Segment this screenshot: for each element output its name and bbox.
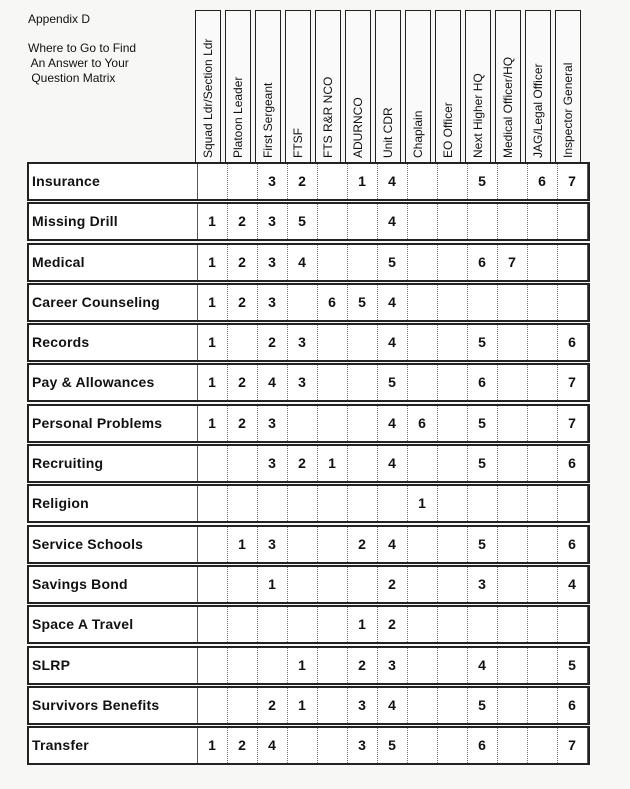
matrix-cell: 6: [478, 253, 486, 270]
matrix-cell: 4: [268, 737, 276, 754]
column-header-label: Inspector General: [561, 62, 575, 158]
cell-divider: [557, 486, 558, 521]
matrix-cell: 3: [268, 535, 276, 552]
matrix-cell: 6: [328, 293, 336, 310]
cell-divider: [557, 245, 558, 280]
matrix-cell: 3: [268, 213, 276, 230]
cell-divider: [197, 527, 198, 562]
matrix-cell: 3: [298, 334, 306, 351]
matrix-row: [27, 525, 590, 564]
matrix-row: [27, 565, 590, 604]
cell-divider: [317, 648, 318, 683]
cell-divider: [407, 446, 408, 481]
row-label: Savings Bond: [32, 575, 128, 592]
matrix-cell: 5: [568, 656, 576, 673]
cell-divider: [587, 688, 588, 723]
cell-divider: [437, 204, 438, 239]
cell-divider: [497, 406, 498, 441]
matrix-cell: 2: [268, 696, 276, 713]
cell-divider: [347, 406, 348, 441]
matrix-cell: 3: [478, 575, 486, 592]
cell-divider: [497, 325, 498, 360]
matrix-cell: 7: [568, 414, 576, 431]
cell-divider: [497, 204, 498, 239]
matrix-cell: 5: [388, 737, 396, 754]
cell-divider: [587, 365, 588, 400]
column-header-label: Next Higher HQ: [471, 73, 485, 158]
cell-divider: [227, 325, 228, 360]
column-header-label: Platoon Leader: [231, 76, 245, 158]
matrix-row: [27, 162, 590, 201]
matrix-cell: 6: [568, 334, 576, 351]
matrix-cell: 2: [358, 535, 366, 552]
matrix-cell: 6: [568, 696, 576, 713]
matrix-title-line-2: An Answer to Your: [28, 56, 129, 70]
page-header: [28, 12, 136, 86]
row-label: Missing Drill: [32, 213, 118, 230]
cell-divider: [407, 607, 408, 642]
column-header-7: [405, 10, 431, 162]
column-header-label: Unit CDR: [381, 107, 395, 158]
matrix-cell: 5: [298, 213, 306, 230]
cell-divider: [497, 446, 498, 481]
cell-divider: [227, 688, 228, 723]
matrix-cell: 4: [298, 253, 306, 270]
cell-divider: [347, 245, 348, 280]
row-label: Space A Travel: [32, 616, 134, 633]
matrix-cell: 3: [268, 414, 276, 431]
cell-divider: [407, 567, 408, 602]
matrix-cell: 1: [238, 535, 246, 552]
cell-divider: [407, 164, 408, 199]
cell-divider: [467, 607, 468, 642]
cell-divider: [587, 204, 588, 239]
cell-divider: [527, 406, 528, 441]
matrix-cell: 1: [298, 656, 306, 673]
matrix-cell: 2: [388, 616, 396, 633]
matrix-cell: 1: [358, 616, 366, 633]
column-header-4: [315, 10, 341, 162]
cell-divider: [467, 204, 468, 239]
cell-divider: [437, 486, 438, 521]
cell-divider: [467, 486, 468, 521]
cell-divider: [347, 446, 348, 481]
matrix-cell: 1: [268, 575, 276, 592]
cell-divider: [527, 728, 528, 763]
cell-divider: [587, 486, 588, 521]
cell-divider: [317, 728, 318, 763]
matrix-cell: 4: [388, 696, 396, 713]
row-label: Records: [32, 334, 90, 351]
matrix-cell: 2: [298, 455, 306, 472]
matrix-row: [27, 444, 590, 483]
column-header-11: [525, 10, 551, 162]
cell-divider: [497, 164, 498, 199]
matrix-cell: 1: [208, 213, 216, 230]
matrix-row: [27, 404, 590, 443]
cell-divider: [437, 285, 438, 320]
cell-divider: [197, 164, 198, 199]
cell-divider: [527, 204, 528, 239]
column-header-6: [375, 10, 401, 162]
cell-divider: [317, 607, 318, 642]
cell-divider: [287, 567, 288, 602]
cell-divider: [317, 486, 318, 521]
matrix-cell: 1: [208, 414, 216, 431]
matrix-cell: 7: [568, 737, 576, 754]
column-header-label: Squad Ldr/Section Ldr: [201, 38, 215, 158]
cell-divider: [527, 486, 528, 521]
cell-divider: [557, 285, 558, 320]
column-header-9: [465, 10, 491, 162]
matrix-cell: 7: [508, 253, 516, 270]
row-label: Medical: [32, 253, 85, 270]
column-header-label: JAG/Legal Officer: [531, 63, 545, 158]
cell-divider: [587, 446, 588, 481]
cell-divider: [407, 285, 408, 320]
matrix-cell: 4: [478, 656, 486, 673]
matrix-cell: 6: [568, 535, 576, 552]
matrix-cell: 1: [208, 374, 216, 391]
cell-divider: [407, 648, 408, 683]
cell-divider: [587, 527, 588, 562]
matrix-cell: 2: [358, 656, 366, 673]
column-header-5: [345, 10, 371, 162]
cell-divider: [287, 486, 288, 521]
cell-divider: [407, 365, 408, 400]
matrix-cell: 3: [268, 293, 276, 310]
matrix-cell: 1: [418, 495, 426, 512]
column-header-label: ADURNCO: [351, 97, 365, 158]
cell-divider: [437, 648, 438, 683]
matrix-cell: 4: [388, 173, 396, 189]
matrix-cell: 6: [568, 455, 576, 472]
matrix-cell: 2: [268, 334, 276, 351]
cell-divider: [257, 648, 258, 683]
cell-divider: [287, 285, 288, 320]
cell-divider: [317, 406, 318, 441]
matrix-cell: 5: [388, 374, 396, 391]
matrix-cell: 2: [238, 374, 246, 391]
cell-divider: [437, 607, 438, 642]
cell-divider: [317, 204, 318, 239]
matrix-title-line-1: Where to Go to Find: [28, 41, 137, 55]
cell-divider: [497, 486, 498, 521]
matrix-cell: 1: [208, 737, 216, 754]
cell-divider: [347, 204, 348, 239]
matrix-row: [27, 726, 590, 765]
appendix-label: Appendix D: [28, 12, 91, 26]
matrix-row: [27, 202, 590, 241]
row-label: Service Schools: [32, 535, 144, 552]
matrix-cell: 2: [388, 575, 396, 592]
cell-divider: [227, 567, 228, 602]
cell-divider: [587, 164, 588, 199]
matrix-row: [27, 363, 590, 402]
cell-divider: [587, 728, 588, 763]
column-header-12: [555, 10, 581, 162]
cell-divider: [197, 486, 198, 521]
matrix-row: [27, 605, 590, 644]
cell-divider: [347, 325, 348, 360]
matrix-cell: 1: [208, 293, 216, 310]
row-label: Survivors Benefits: [32, 696, 160, 713]
cell-divider: [347, 486, 348, 521]
row-label: Pay & Allowances: [32, 374, 155, 391]
cell-divider: [407, 688, 408, 723]
cell-divider: [317, 567, 318, 602]
cell-divider: [437, 365, 438, 400]
matrix-row: [27, 243, 590, 282]
matrix-cell: 5: [478, 696, 486, 713]
cell-divider: [497, 607, 498, 642]
matrix-cell: 3: [298, 374, 306, 391]
cell-divider: [587, 325, 588, 360]
cell-divider: [437, 527, 438, 562]
row-label: Personal Problems: [32, 414, 163, 431]
matrix-row: [27, 686, 590, 725]
column-header-8: [435, 10, 461, 162]
matrix-cell: 4: [388, 213, 396, 230]
matrix-cell: 1: [358, 173, 366, 189]
matrix-cell: 7: [568, 374, 576, 391]
cell-divider: [497, 527, 498, 562]
cell-divider: [257, 607, 258, 642]
column-header-label: FTSF: [291, 128, 305, 158]
cell-divider: [197, 446, 198, 481]
row-label: Insurance: [32, 173, 100, 189]
row-label: Career Counseling: [32, 293, 160, 310]
cell-divider: [527, 527, 528, 562]
matrix-cell: 1: [208, 334, 216, 351]
matrix-cell: 1: [298, 696, 306, 713]
cell-divider: [527, 607, 528, 642]
cell-divider: [497, 688, 498, 723]
matrix-row: [27, 323, 590, 362]
cell-divider: [437, 164, 438, 199]
cell-divider: [317, 365, 318, 400]
cell-divider: [407, 204, 408, 239]
cell-divider: [407, 728, 408, 763]
matrix-cell: 5: [478, 455, 486, 472]
cell-divider: [197, 648, 198, 683]
cell-divider: [497, 285, 498, 320]
column-header-3: [285, 10, 311, 162]
cell-divider: [497, 567, 498, 602]
cell-divider: [437, 446, 438, 481]
matrix-cell: 2: [238, 293, 246, 310]
cell-divider: [527, 688, 528, 723]
column-header-label: Chaplain: [411, 110, 425, 158]
cell-divider: [407, 325, 408, 360]
cell-divider: [557, 204, 558, 239]
cell-divider: [527, 245, 528, 280]
row-label: Recruiting: [32, 455, 104, 472]
matrix-cell: 1: [208, 253, 216, 270]
matrix-cell: 1: [328, 455, 336, 472]
matrix-title-line-3: Question Matrix: [28, 71, 116, 85]
matrix-cell: 3: [388, 656, 396, 673]
matrix-cell: 2: [238, 737, 246, 754]
matrix-row: [27, 283, 590, 322]
column-header-10: [495, 10, 521, 162]
matrix-cell: 5: [478, 414, 486, 431]
cell-divider: [437, 567, 438, 602]
cell-divider: [527, 648, 528, 683]
cell-divider: [527, 325, 528, 360]
matrix-cell: 4: [268, 374, 276, 391]
cell-divider: [437, 688, 438, 723]
cell-divider: [317, 245, 318, 280]
cell-divider: [197, 567, 198, 602]
column-header-0: [195, 10, 221, 162]
cell-divider: [317, 688, 318, 723]
cell-divider: [527, 285, 528, 320]
matrix-cell: 4: [568, 575, 576, 592]
matrix-cell: 3: [268, 253, 276, 270]
cell-divider: [227, 164, 228, 199]
cell-divider: [557, 607, 558, 642]
matrix-row: [27, 484, 590, 523]
cell-divider: [437, 728, 438, 763]
matrix-cell: 2: [238, 213, 246, 230]
column-header-1: [225, 10, 251, 162]
matrix-row: [27, 646, 590, 685]
cell-divider: [197, 688, 198, 723]
matrix-cell: 2: [298, 173, 306, 189]
column-header-label: Medical Officer/HQ: [501, 56, 515, 158]
cell-divider: [347, 567, 348, 602]
cell-divider: [587, 406, 588, 441]
row-label: Transfer: [32, 737, 89, 754]
matrix-cell: 6: [478, 737, 486, 754]
cell-divider: [227, 607, 228, 642]
matrix-cell: 6: [478, 374, 486, 391]
matrix-cell: 2: [238, 414, 246, 431]
matrix-cell: 6: [538, 173, 546, 189]
cell-divider: [197, 607, 198, 642]
cell-divider: [317, 164, 318, 199]
row-label: SLRP: [32, 656, 71, 673]
column-header-label: EO Officer: [441, 102, 455, 158]
column-header-label: First Sergeant: [261, 82, 275, 158]
matrix-cell: 5: [358, 293, 366, 310]
cell-divider: [527, 365, 528, 400]
matrix-cell: 2: [238, 253, 246, 270]
cell-divider: [377, 486, 378, 521]
cell-divider: [347, 365, 348, 400]
matrix-cell: 3: [358, 737, 366, 754]
cell-divider: [287, 527, 288, 562]
cell-divider: [527, 446, 528, 481]
cell-divider: [317, 527, 318, 562]
cell-divider: [587, 567, 588, 602]
cell-divider: [467, 285, 468, 320]
matrix-cell: 5: [478, 535, 486, 552]
matrix-cell: 5: [388, 253, 396, 270]
cell-divider: [587, 245, 588, 280]
cell-divider: [317, 325, 318, 360]
matrix-cell: 3: [268, 173, 276, 189]
cell-divider: [437, 325, 438, 360]
cell-divider: [407, 527, 408, 562]
cell-divider: [227, 486, 228, 521]
cell-divider: [227, 446, 228, 481]
cell-divider: [287, 406, 288, 441]
matrix-cell: 4: [388, 334, 396, 351]
cell-divider: [497, 728, 498, 763]
cell-divider: [527, 567, 528, 602]
matrix-cell: 4: [388, 414, 396, 431]
cell-divider: [287, 728, 288, 763]
matrix-cell: 3: [268, 455, 276, 472]
cell-divider: [257, 486, 258, 521]
matrix-cell: 5: [478, 173, 486, 189]
column-header-label: FTS R&R NCO: [321, 76, 335, 158]
page-footer-mark: [298, 778, 301, 789]
matrix-cell: 7: [568, 173, 576, 189]
cell-divider: [587, 285, 588, 320]
cell-divider: [407, 245, 408, 280]
cell-divider: [497, 648, 498, 683]
matrix-cell: 4: [388, 455, 396, 472]
cell-divider: [587, 607, 588, 642]
matrix-cell: 3: [358, 696, 366, 713]
matrix-cell: 4: [388, 535, 396, 552]
matrix-cell: 4: [388, 293, 396, 310]
cell-divider: [287, 607, 288, 642]
cell-divider: [587, 648, 588, 683]
matrix-cell: 6: [418, 414, 426, 431]
cell-divider: [437, 406, 438, 441]
cell-divider: [227, 648, 228, 683]
matrix-cell: 5: [478, 334, 486, 351]
cell-divider: [497, 365, 498, 400]
cell-divider: [437, 245, 438, 280]
matrix-table: [27, 162, 590, 766]
row-label: Religion: [32, 495, 89, 512]
column-header-2: [255, 10, 281, 162]
